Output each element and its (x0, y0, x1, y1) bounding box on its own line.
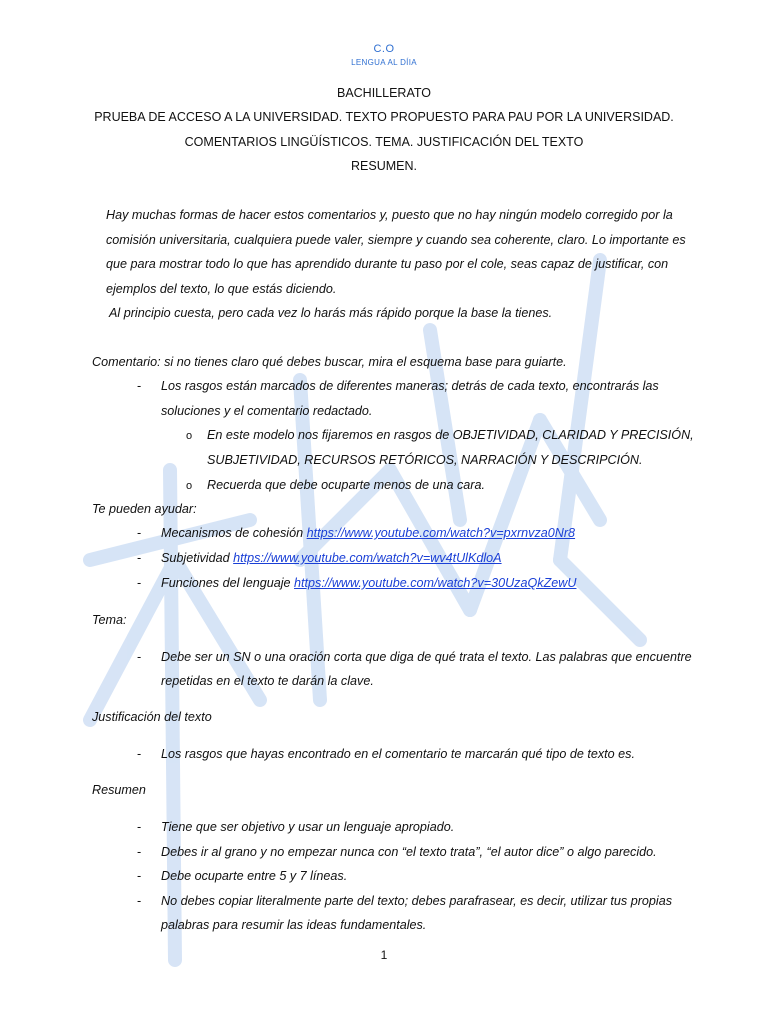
comentario-heading: Comentario: si no tienes claro qué debes buscar, mira el esquema base para guiarte. (92, 355, 567, 369)
circle-bullet-icon: o (186, 430, 193, 442)
ayudar-item-label: Funciones del lenguaje (161, 576, 291, 590)
ayudar-heading: Te pueden ayudar: (92, 502, 197, 516)
youtube-link[interactable]: https://www.youtube.com/watch?v=30UzaQkZewU (294, 576, 577, 590)
dash-bullet: - (137, 379, 142, 393)
resumen-item-4-line-1: No debes copiar literalmente parte del texto; debes parafrasear, es decir, utilizar tus propias (161, 894, 673, 908)
dash-bullet: - (137, 894, 142, 908)
resumen-item-2: Debes ir al grano y no empezar nunca con “el texto trata”, “el autor dice” o algo parecido. (161, 845, 657, 859)
ayudar-item (161, 526, 575, 540)
resumen-item-3: Debe ocuparte entre 5 y 7 líneas. (161, 869, 348, 883)
youtube-link[interactable]: https://www.youtube.com/watch?v=pxrnvza0Nr8 (306, 526, 576, 540)
comentario-sub-1-line-1: En este modelo nos fijaremos en rasgos de OBJETIVIDAD, CLARIDAD Y PRECISIÓN, (207, 428, 694, 442)
intro-line-1: Hay muchas formas de hacer estos comentarios y, puesto que no hay ningún modelo corregido por la (106, 208, 673, 222)
resumen-heading: Resumen (92, 783, 146, 797)
dash-bullet: - (137, 747, 142, 761)
dash-bullet: - (137, 526, 142, 540)
ayudar-item-label: Mecanismos de cohesión (161, 526, 304, 540)
dash-bullet: - (137, 650, 142, 664)
ayudar-item-label: Subjetividad (161, 551, 230, 565)
dash-bullet: - (137, 820, 142, 834)
comentario-sub-1-line-2: SUBJETIVIDAD, RECURSOS RETÓRICOS, NARRACIÓN Y DESCRIPCIÓN. (207, 453, 643, 467)
title-line-3: COMENTARIOS LINGÜÍSTICOS. TEMA. JUSTIFICACIÓN DEL TEXTO (184, 135, 584, 149)
justificacion-line: Los rasgos que hayas encontrado en el comentario te marcarán qué tipo de texto es. (161, 747, 635, 761)
page-number: 1 (380, 948, 388, 962)
title-line-2: PRUEBA DE ACCESO A LA UNIVERSIDAD. TEXTO PROPUESTO PARA PAU POR LA UNIVERSIDAD. (94, 110, 674, 124)
resumen-item-4-line-2: palabras para resumir las ideas fundamentales. (161, 918, 427, 932)
comentario-line-2: soluciones y el comentario redactado. (161, 404, 373, 418)
tema-line-2: repetidas en el texto te darán la clave. (161, 674, 374, 688)
title-line-1: BACHILLERATO (336, 86, 431, 100)
tema-heading: Tema: (92, 613, 127, 627)
comentario-line-1: Los rasgos están marcados de diferentes maneras; detrás de cada texto, encontrarás las (161, 379, 659, 393)
dash-bullet: - (137, 869, 142, 883)
title-line-4: RESUMEN. (351, 159, 417, 173)
tema-line-1: Debe ser un SN o una oración corta que diga de qué trata el texto. Las palabras que encuentre (161, 650, 692, 664)
ayudar-item (161, 551, 502, 565)
youtube-link[interactable]: https://www.youtube.com/watch?v=wv4tUlKdloA (233, 551, 502, 565)
header-code: C.O (373, 43, 395, 55)
resumen-item-1: Tiene que ser objetivo y usar un lenguaje apropiado. (161, 820, 455, 834)
intro-line-4: ejemplos del texto, lo que estás diciendo. (106, 282, 337, 296)
dash-bullet: - (137, 576, 142, 590)
justificacion-heading: Justificación del texto (92, 710, 212, 724)
dash-bullet: - (137, 551, 142, 565)
ayudar-item (161, 576, 576, 590)
header-subtitle: LENGUA AL DÍIA (351, 58, 417, 67)
dash-bullet: - (137, 845, 142, 859)
intro-line-5: Al principio cuesta, pero cada vez lo harás más rápido porque la base la tienes. (106, 306, 553, 320)
intro-line-2: comisión universitaria, cualquiera puede valer, siempre y cuando sea coherente, claro. Lo importante es (106, 233, 686, 247)
comentario-sub-2: Recuerda que debe ocuparte menos de una cara. (207, 478, 485, 492)
circle-bullet-icon: o (186, 480, 193, 492)
intro-line-3: que para mostrar todo lo que has aprendido durante tu paso por el cole, seas capaz de justificar, con (106, 257, 669, 271)
